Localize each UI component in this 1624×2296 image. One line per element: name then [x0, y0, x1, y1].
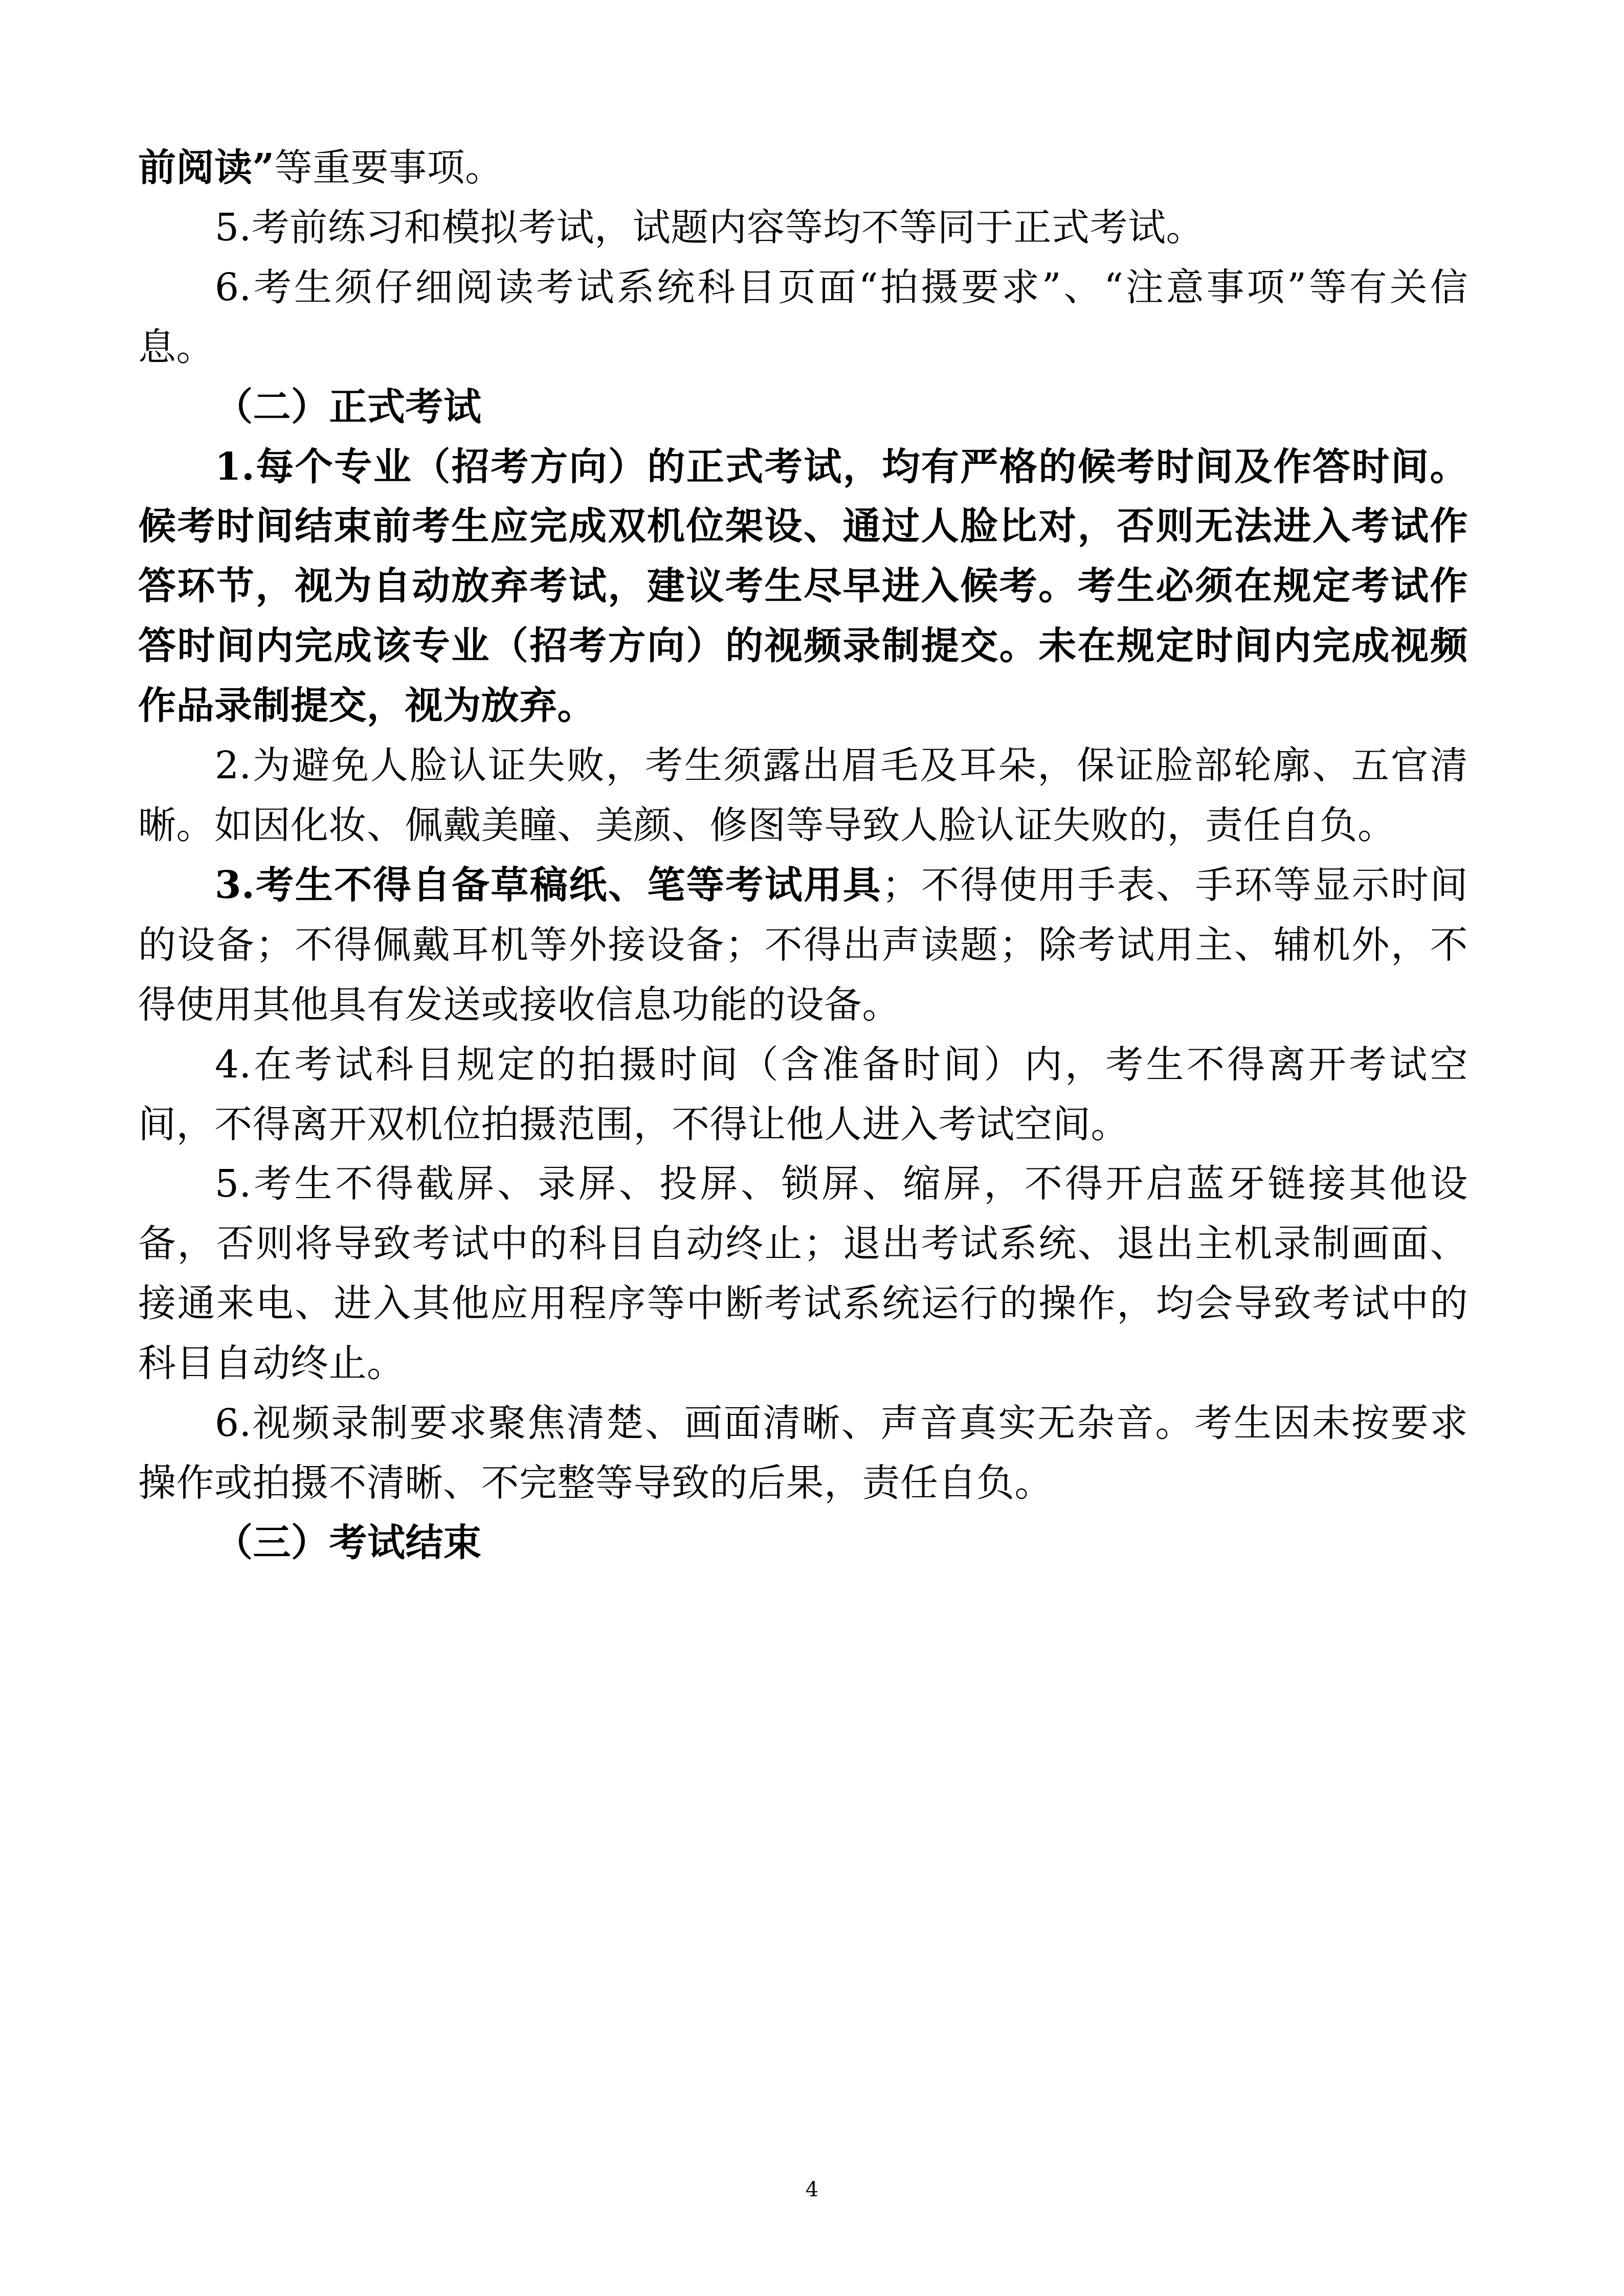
paragraph-item-3-bold-fragment: 3.考生不得自备草稿纸、笔等考试用具	[215, 863, 882, 907]
paragraph-text-fragment: 等重要事项。	[274, 146, 503, 190]
paragraph-item-5-practice: 5.考前练习和模拟考试，试题内容等均不等同于正式考试。	[215, 205, 1205, 250]
paragraph-item-4-stay-in-space: 4.在考试科目规定的拍摄时间（含准备时间）内，考生不得离开考试空间，不得离开双机位拍摄范围，不得让他人进入考试空间。	[138, 1042, 1468, 1146]
section-heading-exam-end: （三）考试结束	[215, 1520, 482, 1565]
paragraph-item-6-recording-quality: 6.视频录制要求聚焦清楚、画面清晰、声音真实无杂音。考生因未按要求操作或拍摄不清晰、不完整等导致的后果，责任自负。	[138, 1401, 1468, 1505]
page-number: 4	[805, 2178, 819, 2201]
paragraph-item-3-rest-fragment: ；不得使用手表、手环等显示时间的设备；不得佩戴耳机等外接设备；不得出声读题；除考试用主、辅机外，不得使用其他具有发送或接收信息功能的设备。	[138, 863, 1469, 1027]
paragraph-item-3-no-tools	[138, 856, 1468, 1035]
document-body	[138, 138, 1468, 1573]
paragraph-item-2-face-recognition: 2.为避免人脸认证失败，考生须露出眉毛及耳朵，保证脸部轮廓、五官清晰。如因化妆、佩戴美瞳、美颜、修图等导致人脸认证失败的，责任自负。	[138, 744, 1468, 847]
paragraph-continuation	[138, 138, 1468, 198]
paragraph-item-1-formal-exam-rules: 1.每个专业（招考方向）的正式考试，均有严格的候考时间及作答时间。候考时间结束前考生应完成双机位架设、通过人脸比对，否则无法进入考试作答环节，视为自动放弃考试，建议考生尽早进入候考。考生必须在规定考试作答时间内完成该专业（招考方向）的视频录制提交。未在规定时间内完成视频作品录制提交，视为放弃。	[138, 444, 1468, 728]
paragraph-item-5-no-screen-capture: 5.考生不得截屏、录屏、投屏、锁屏、缩屏，不得开启蓝牙链接其他设备，否则将导致考试中的科目自动终止；退出考试系统、退出主机录制画面、接通来电、进入其他应用程序等中断考试系统运行的操作，均会导致考试中的科目自动终止。	[138, 1162, 1468, 1386]
paragraph-bold-fragment: 前阅读”	[138, 146, 275, 190]
section-heading-formal-exam: （二）正式考试	[215, 385, 482, 429]
paragraph-item-6-read-info: 6.考生须仔细阅读考试系统科目页面“拍摄要求”、“注意事项”等有关信息。	[138, 265, 1468, 369]
